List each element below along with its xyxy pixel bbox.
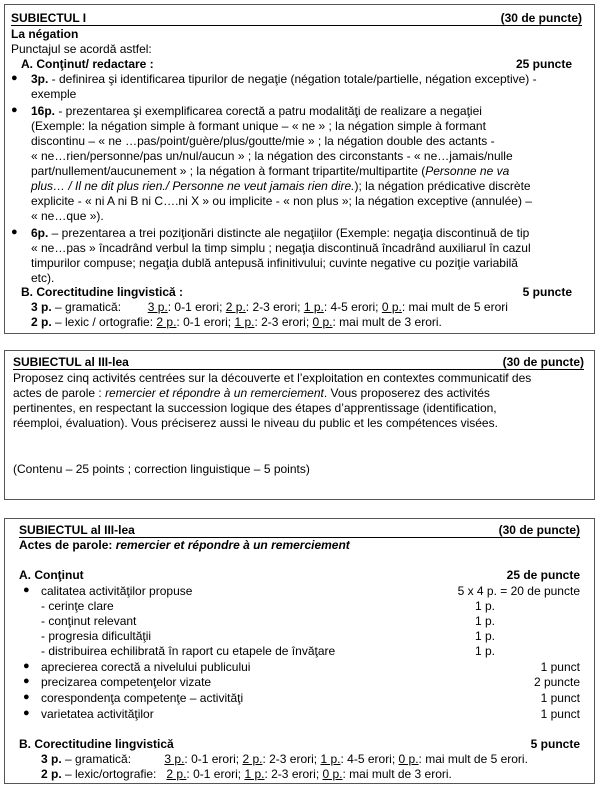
- item-16p-l8: « ne…que »).: [31, 209, 104, 223]
- subject-1-box: [4, 4, 595, 334]
- criterion-label: precizarea competenţelor vizate: [41, 675, 212, 689]
- subject-1-title: SUBIECTUL I: [11, 11, 87, 25]
- grading-b-points: 5 puncte: [530, 737, 580, 751]
- subject-3-prompt-title: SUBIECTUL al III-lea: [13, 355, 129, 369]
- subject-1-a-points: 25 puncte: [515, 57, 572, 71]
- lexic-row: 2 p. – lexic/ortografie: 2 p.: 0-1 erori; 1 p.: 2-3 erori; 0 p.: mai mult de 3 erori.: [41, 767, 452, 781]
- grammar-row: 3 p. – gramatică: 3 p.: 0-1 erori; 2 p.: 2-3 erori; 1 p.: 4-5 erori; 0 p.: mai mult de 5 erori.: [41, 752, 528, 766]
- subcriterion-value: 1 p.: [475, 614, 496, 628]
- criterion-value: 1 punct: [540, 660, 580, 674]
- subcriterion-value: 1 p.: [475, 629, 496, 643]
- bullet-icon: ●: [23, 660, 30, 672]
- subject-3-prompt-box: [4, 350, 595, 500]
- item-3p: 3p. - definirea şi identificarea tipurilor de negaţie (négation totale/partielle, négation exceptive) -: [31, 72, 537, 86]
- item-6p-l2: « ne…pas » încadrând verbul la timp simplu ; negaţia discontinuă încadrând auxiliarul în cazul: [31, 241, 531, 255]
- subject-3-grading-points: (30 de puncte): [498, 523, 580, 537]
- grading-a-title: A. Conţinut: [19, 568, 84, 582]
- bullet-icon: ●: [23, 707, 30, 719]
- criterion-label: aprecierea corectă a nivelului publicului: [41, 660, 251, 674]
- item-16p-l7: explicite - « ni A ni B ni C….ni X » ou implicite - « non plus »; la négation exceptive (annulée) –: [31, 194, 532, 208]
- bullet-icon: ●: [11, 226, 18, 238]
- prompt-line-3: pertinentes, en respectant la succession logique des étapes d’apprentissage (identification,: [13, 401, 497, 415]
- subject-1-intro: Punctajul se acordă astfel:: [11, 42, 152, 56]
- prompt-line-2: actes de parole : remercier et répondre à un remerciement. Vous proposerez des activités: [13, 386, 490, 400]
- prompt-line-1: Proposez cinq activités centrées sur la découverte et l’exploitation en contextes communicatif des: [13, 371, 532, 385]
- criterion-label: corespondenţa competenţe – activităţi: [41, 691, 244, 705]
- grading-a-points: 25 de puncte: [506, 568, 580, 582]
- subcriterion-label: - conţinut relevant: [41, 614, 137, 628]
- bullet-icon: ●: [11, 104, 18, 116]
- item-16p-l3: discontinu – « ne …pas/point/guère/plus/goutte/mie » ; la négation double des actants -: [31, 134, 495, 148]
- item-16p-l4: « ne…rien/personne/pas un/nul/aucun » ; la négation des circonstants - « ne…jamais/nulle: [31, 149, 513, 163]
- bullet-icon: ●: [23, 675, 30, 687]
- subject-3-prompt-rule: [13, 369, 584, 370]
- grading-b-title: B. Corectitudine lingvistică: [19, 737, 174, 751]
- subject-1-a-title: A. Conţinut/ redactare :: [21, 57, 154, 71]
- lexic-row: 2 p. – lexic / ortografie: 2 p.: 0-1 erori; 1 p.: 2-3 erori; 0 p.: mai mult de 3 erori.: [31, 315, 442, 329]
- subcriterion-value: 1 p.: [475, 599, 496, 613]
- bullet-icon: ●: [23, 584, 30, 596]
- grammar-row: 3 p. – gramatică: 3 p.: 0-1 erori; 2 p.: 2-3 erori; 1 p.: 4-5 erori; 0 p.: mai mult de 5 erori: [31, 300, 508, 314]
- item-6p-l1: 6p. – prezentarea a trei poziţionări distincte ale negaţiilor (Exemple: negaţia discontinuă de tip: [31, 226, 530, 240]
- criterion-value: 1 punct: [540, 707, 580, 721]
- subject-1-subtitle: La négation: [11, 27, 79, 41]
- subject-3-grading-box: [4, 518, 595, 784]
- subject-1-b-points: 5 puncte: [522, 285, 572, 299]
- item-16p-l2: (Exemple: la négation simple à formant unique – « ne » ; la négation simple à formant: [31, 119, 486, 133]
- bullet-icon: ●: [23, 691, 30, 703]
- subject-3-grading-subtitle: Actes de parole: remercier et répondre à un remerciement: [19, 538, 350, 552]
- subject-1-points: (30 de puncte): [500, 11, 582, 25]
- bullet-icon: ●: [11, 72, 18, 84]
- subject-3-prompt-points: (30 de puncte): [502, 355, 584, 369]
- subcriterion-value: 1 p.: [475, 644, 496, 658]
- subcriterion-label: - progresia dificultăţii: [41, 629, 152, 643]
- item-6p-l4: etc).: [31, 271, 55, 285]
- subcriterion-label: - cerinţe clare: [41, 599, 114, 613]
- item-6p-l3: timpurilor compuse; negaţia dublă antepusă infinitivului; cuvinte negative cu poziţie variabilă: [31, 256, 518, 270]
- item-3p-cont: exemple: [31, 87, 77, 101]
- subject-1-rule: [11, 25, 582, 26]
- prompt-line-4: réemploi, évaluation). Vous préciserez aussi le niveau du public et les compétences visées.: [13, 416, 498, 430]
- criterion-label: calitatea activităţilor propuse: [41, 584, 193, 598]
- item-16p-l5: part/nullement/aucunement » ; la négation à formant tripartite/multipartite (Personne ne va: [31, 164, 510, 178]
- subject-1-b-title: B. Corectitudine lingvistică :: [21, 285, 184, 299]
- prompt-footer: (Contenu – 25 points ; correction linguistique – 5 points): [13, 462, 310, 476]
- subject-3-grading-title: SUBIECTUL al III-lea: [19, 523, 135, 537]
- criterion-value: 5 x 4 p. = 20 de puncte: [457, 584, 580, 598]
- item-16p-l6: plus… / Il ne dit plus rien./ Personne ne veut jamais rien dire.); la négation prédicative discrète: [31, 179, 531, 193]
- criterion-value: 2 puncte: [533, 675, 580, 689]
- item-16p-l1: 16p. - prezentarea şi exemplificarea corectă a patru modalităţi de realizare a negaţiei: [31, 104, 482, 118]
- subcriterion-label: - distribuirea echilibrată în raport cu etapele de învăţare: [41, 644, 336, 658]
- criterion-label: varietatea activităţilor: [41, 707, 154, 721]
- criterion-value: 1 punct: [540, 691, 580, 705]
